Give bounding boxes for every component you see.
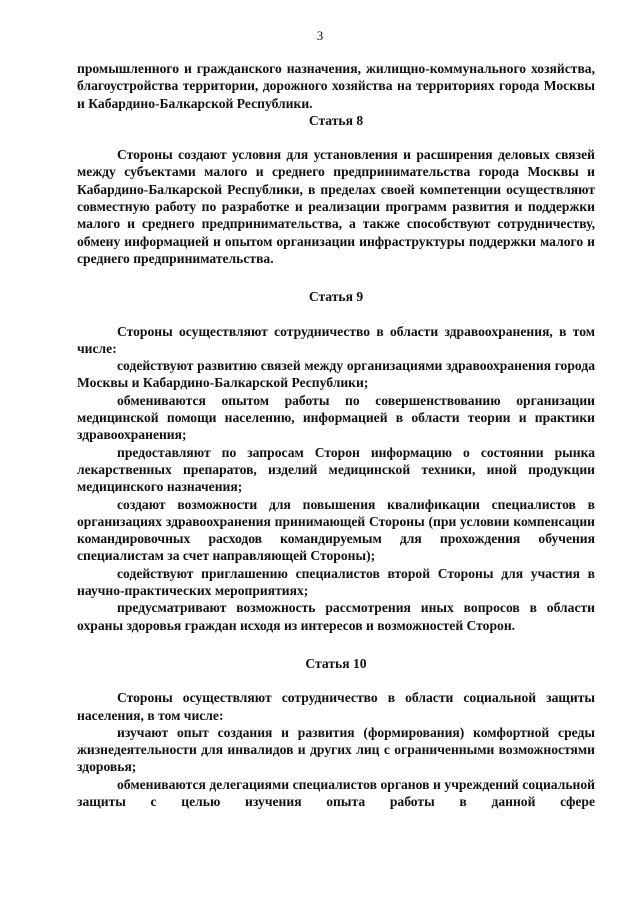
- article-9-item: содействуют развитию связей между организациями здравоохранения города Москвы и Кабардино-Балкарской Республики;: [77, 358, 595, 391]
- article-9-heading: Статья 9: [308, 289, 364, 305]
- article-9-intro: Стороны осуществляют сотрудничество в области здравоохранения, в том числе:: [77, 323, 595, 356]
- article-9-item: предоставляют по запросам Сторон информацию о состоянии рынка лекарственных препаратов, изделий медицинской техники, иной продукции медицинского назначения;: [77, 444, 595, 495]
- article-9-item: обмениваются опытом работы по совершенствованию организации медицинской помощи населению, информацией в области теории и практики здравоохранения;: [77, 392, 595, 443]
- page-number: 3: [316, 28, 324, 43]
- article-10-intro: Стороны осуществляют сотрудничество в области социальной защиты населения, в том числе:: [77, 690, 595, 723]
- article-10-item: изучают опыт создания и развития (формирования) комфортной среды жизнедеятельности для инвалидов и других лиц с ограниченными возможностями здоровья;: [77, 724, 595, 775]
- spacer: [77, 634, 595, 655]
- spacer: [77, 267, 595, 288]
- article-10-item: обмениваются делегациями специалистов органов и учреждений социальной защиты с целью изучения опыта работы в данной сфере: [77, 776, 595, 809]
- article-9-item: предусматривают возможность рассмотрения иных вопросов в области охраны здоровья граждан исходя из интересов и возможностей Сторон.: [77, 600, 595, 633]
- spacer: [77, 306, 595, 323]
- spacer: [77, 129, 595, 146]
- carryover-paragraph: промышленного и гражданского назначения, жилищно-коммунального хозяйства, благоустройства территории, дорожного хозяйства на территориях города Москвы и Кабардино-Балкарской Республики.: [77, 61, 595, 111]
- article-8-heading: Статья 8: [308, 112, 364, 128]
- document-body: [77, 60, 595, 810]
- spacer: [77, 672, 595, 689]
- article-9-item: содействуют приглашению специалистов второй Стороны для участия в научно-практических мероприятиях;: [77, 565, 595, 599]
- article-10-heading: Статья 10: [305, 655, 367, 671]
- article-9-item: создают возможности для повышения квалификации специалистов в организациях здравоохранения принимающей Стороны (при условии компенсации командировочных расходов командируемым для прохождения обучения специалистам за счет направляющей Стороны);: [77, 496, 595, 564]
- article-8-paragraph: Стороны создают условия для установления и расширения деловых связей между субъектами малого и среднего предпринимательства города Москвы и Кабардино-Балкарской Республики, в пределах своей компетенции осуществляют совместную работу по разработке и реализации программ развития и поддержки малого и среднего предпринимательства, а также способствуют сотрудничеству, обмену информацией и опытом организации инфраструктуры поддержки малого и среднего предпринимательства.: [77, 147, 595, 266]
